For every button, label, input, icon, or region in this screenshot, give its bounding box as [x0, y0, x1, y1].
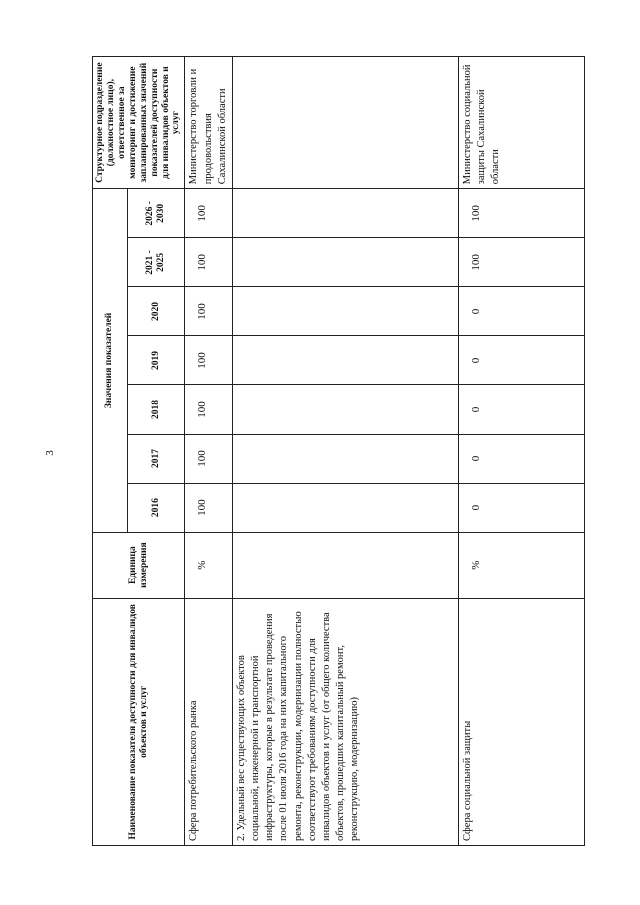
header-unit: Единица измерения — [93, 532, 185, 598]
row-value: 100 — [185, 336, 233, 385]
header-year: 2020 — [127, 287, 184, 336]
row-indicator-name: 2. Удельный вес существующих объектов социальной, инженерной и транспортной инфраструктуры, которые в результате проведения после 01 июля 2016 года на них капитального ремонта, реконструкции, модернизации полностью соответствуют требованиям доступности для инвалидов объектов и услуг (от общего количества объектов, прошедших капитальный ремонт, реконструкцию, модернизацию) — [232, 598, 458, 845]
rotated-page-content — [92, 56, 580, 846]
table-row — [185, 57, 233, 846]
header-year: 2018 — [127, 385, 184, 434]
row-value: 0 — [458, 287, 584, 336]
header-values-group: Значения показателей — [93, 189, 128, 532]
page-number: 3 — [44, 450, 56, 456]
row-value — [232, 238, 458, 287]
row-value: 100 — [458, 189, 584, 238]
table-header-row — [93, 57, 128, 846]
row-unit — [232, 532, 458, 598]
row-value — [232, 189, 458, 238]
accessibility-indicators-table — [92, 56, 585, 846]
row-value — [232, 483, 458, 532]
header-year: 2026 - 2030 — [127, 189, 184, 238]
row-value — [232, 434, 458, 483]
row-value: 0 — [458, 336, 584, 385]
row-unit: % — [185, 532, 233, 598]
header-year: 2017 — [127, 434, 184, 483]
table-row — [458, 57, 584, 846]
row-value — [232, 336, 458, 385]
row-value: 100 — [458, 238, 584, 287]
row-value — [232, 385, 458, 434]
row-value: 0 — [458, 434, 584, 483]
header-indicator-name: Наименование показателя доступности для инвалидов объектов и услуг — [93, 598, 185, 845]
header-year: 2016 — [127, 483, 184, 532]
row-unit: % — [458, 532, 584, 598]
row-indicator-name: Сфера социальной защиты — [458, 598, 584, 845]
row-value: 100 — [185, 483, 233, 532]
row-value: 100 — [185, 434, 233, 483]
header-year: 2019 — [127, 336, 184, 385]
row-value — [232, 287, 458, 336]
header-responsible: Структурное подразделение (должностное лицо), ответственное за мониторинг и достижение запланированных значений показателей доступности для инвалидов объектов и услуг — [93, 57, 185, 189]
row-responsible — [232, 57, 458, 189]
row-indicator-name: Сфера потребительского рынка — [185, 598, 233, 845]
row-responsible: Министерство торговли и продовольствия Сахалинской области — [185, 57, 233, 189]
row-value: 0 — [458, 483, 584, 532]
table-row — [232, 57, 458, 846]
row-value: 100 — [185, 238, 233, 287]
row-value: 0 — [458, 385, 584, 434]
row-value: 100 — [185, 189, 233, 238]
row-value: 100 — [185, 385, 233, 434]
row-value: 100 — [185, 287, 233, 336]
header-year: 2021 - 2025 — [127, 238, 184, 287]
row-responsible: Министерство социальной защиты Сахалинской области — [458, 57, 584, 189]
